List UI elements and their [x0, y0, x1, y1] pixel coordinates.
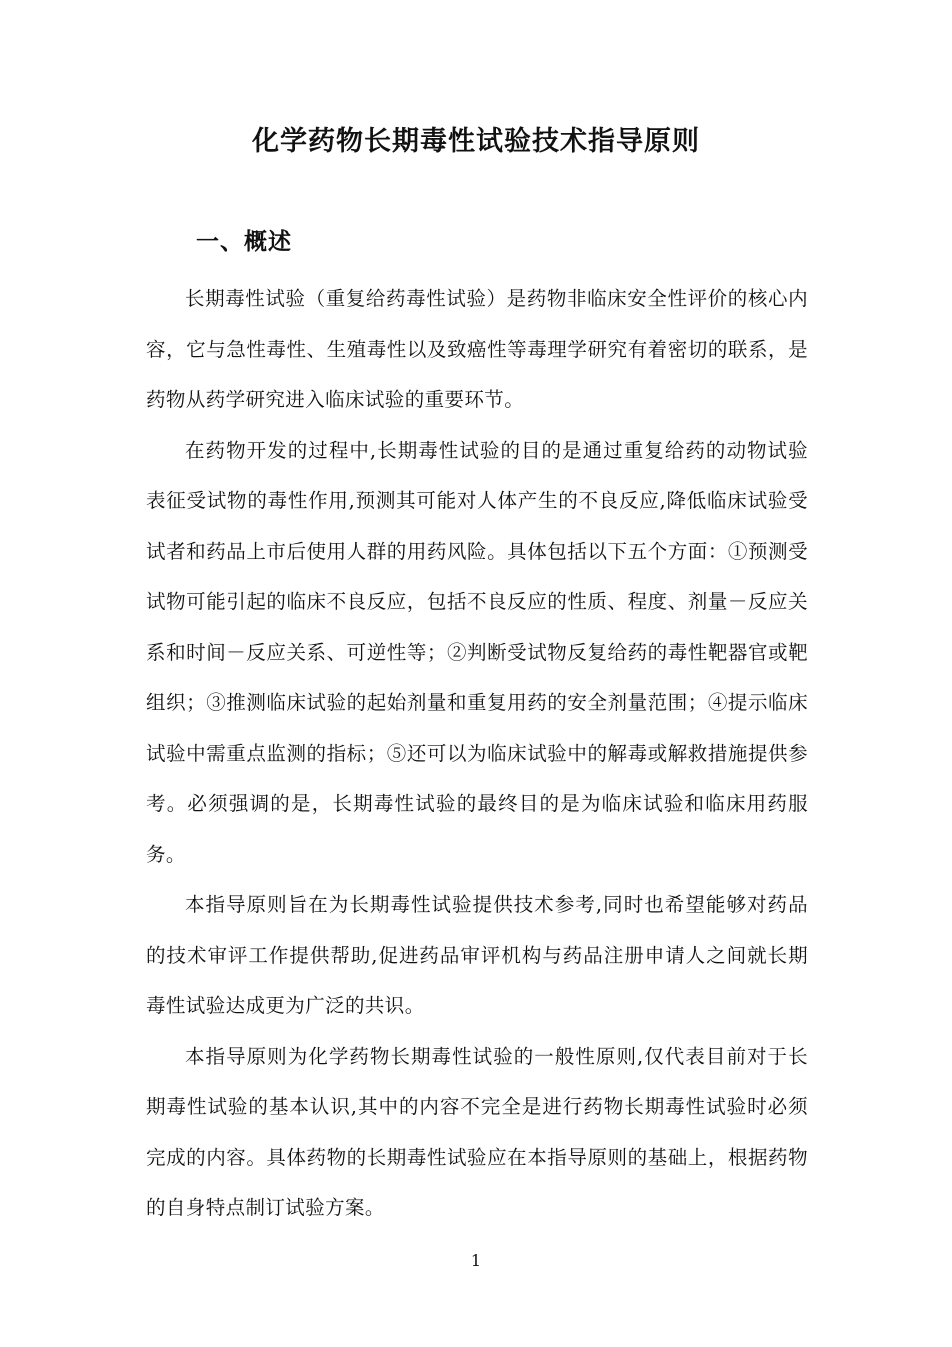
paragraph-purpose: 在药物开发的过程中,长期毒性试验的目的是通过重复给药的动物试验表征受试物的毒性作用,预测其可能对人体产生的不良反应,降低临床试验受试者和药品上市后使用人群的用药风险。具体包括以下五个方面：①预测受试物可能引起的临床不良反应，包括不良反应的性质、程度、剂量－反应关系和时间－反应关系、可逆性等；②判断受试物反复给药的毒性靶器官或靶组织；③推测临床试验的起始剂量和重复用药的安全剂量范围；④提示临床试验中需重点监测的指标；⑤还可以为临床试验中的解毒或解救措施提供参考。必须强调的是，长期毒性试验的最终目的是为临床试验和临床用药服务。 — [146, 438, 808, 866]
paragraph-guideline-scope: 本指导原则为化学药物长期毒性试验的一般性原则,仅代表目前对于长期毒性试验的基本认识,其中的内容不完全是进行药物长期毒性试验时必须完成的内容。具体药物的长期毒性试验应在本指导原则的基础上，根据药物的自身特点制订试验方案。 — [146, 1044, 808, 1219]
paragraph-overview-intro: 长期毒性试验（重复给药毒性试验）是药物非临床安全性评价的核心内容，它与急性毒性、生殖毒性以及致癌性等毒理学研究有着密切的联系，是药物从药学研究进入临床试验的重要环节。 — [146, 287, 808, 411]
page-number: 1 — [470, 1251, 482, 1270]
paragraph-guideline-aim: 本指导原则旨在为长期毒性试验提供技术参考,同时也希望能够对药品的技术审评工作提供帮助,促进药品审评机构与药品注册申请人之间就长期毒性试验达成更为广泛的共识。 — [146, 893, 808, 1017]
document-title: 化学药物长期毒性试验技术指导原则 — [252, 126, 700, 157]
document-body — [146, 274, 808, 1234]
section-heading: 一、概述 — [196, 228, 292, 255]
